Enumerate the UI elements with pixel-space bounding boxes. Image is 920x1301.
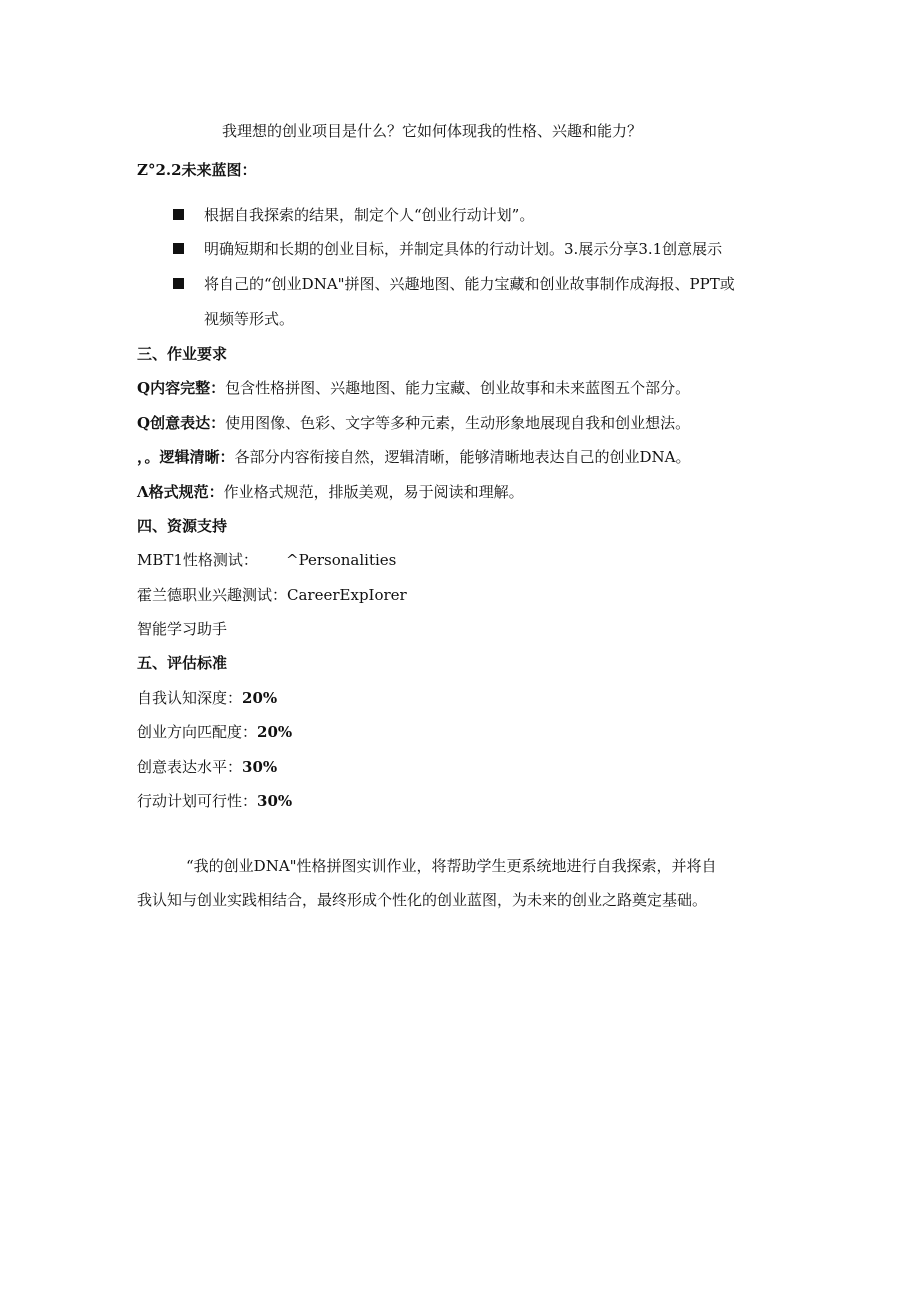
requirement-item [137, 378, 690, 398]
section-future-heading: Z°2.2未来蓝图： [137, 161, 257, 179]
evaluation-label: 自我认知深度： [137, 689, 243, 707]
evaluation-heading: 五、评估标准 [137, 654, 228, 672]
evaluation-item [137, 791, 292, 811]
closing-paragraph-line-1: “我的创业DNA"性格拼图实训作业，将帮助学生更系统地进行自我探索，并将自 [186, 857, 717, 875]
mbti-value: ^Personalities [286, 551, 397, 569]
requirement-item [137, 447, 691, 467]
bullet-square-icon [173, 278, 184, 289]
evaluation-label: 创意表达水平： [137, 758, 243, 776]
resources-heading: 四、资源支持 [137, 517, 228, 535]
bullet-item-1: 根据自我探索的结果，制定个人“创业行动计划”。 [204, 206, 535, 224]
evaluation-item [137, 757, 277, 777]
holland-value: CareerExpIorer [287, 586, 407, 604]
evaluation-value: 30% [242, 758, 278, 776]
bullet-item-2: 明确短期和长期的创业目标，并制定具体的行动计划。3.展示分享3.1创意展示 [204, 240, 723, 258]
evaluation-item [137, 688, 277, 708]
bullet-item-3-cont: 视频等形式。 [204, 310, 295, 328]
bullet-square-icon [173, 209, 184, 220]
requirement-text: 作业格式规范，排版美观，易于阅读和理解。 [223, 483, 524, 501]
requirement-label: Λ格式规范： [137, 483, 224, 501]
bullet-item-3: 将自己的“创业DNA"拼图、兴趣地图、能力宝藏和创业故事制作成海报、PPT或 [204, 275, 735, 293]
evaluation-value: 30% [257, 792, 293, 810]
requirement-item [137, 482, 524, 502]
evaluation-value: 20% [257, 723, 293, 741]
requirement-text: 包含性格拼图、兴趣地图、能力宝藏、创业故事和未来蓝图五个部分。 [225, 379, 691, 397]
holland-line [137, 585, 407, 605]
requirement-text: 各部分内容衔接自然，逻辑清晰，能够清晰地表达自己的创业DNA。 [234, 448, 691, 466]
bullet-square-icon [173, 243, 184, 254]
closing-paragraph-line-2: 我认知与创业实践相结合，最终形成个性化的创业蓝图，为未来的创业之路奠定基础。 [137, 891, 708, 909]
assistant-line: 智能学习助手 [137, 620, 228, 638]
requirement-item [137, 413, 690, 433]
question-line: 我理想的创业项目是什么？它如何体现我的性格、兴趣和能力？ [222, 122, 643, 140]
evaluation-item [137, 722, 292, 742]
holland-label: 霍兰德职业兴趣测试： [137, 586, 288, 604]
requirements-heading: 三、作业要求 [137, 345, 228, 363]
evaluation-value: 20% [242, 689, 278, 707]
evaluation-label: 创业方向匹配度： [137, 723, 258, 741]
requirement-label: Q内容完整： [137, 379, 226, 397]
mbti-label: MBT1性格测试： [137, 551, 258, 569]
mbti-line [137, 550, 258, 570]
evaluation-label: 行动计划可行性： [137, 792, 258, 810]
requirement-label: Q创意表达： [137, 414, 226, 432]
requirement-text: 使用图像、色彩、文字等多种元素，生动形象地展现自我和创业想法。 [225, 414, 691, 432]
requirement-label: ，。逻辑清晰： [137, 448, 235, 466]
